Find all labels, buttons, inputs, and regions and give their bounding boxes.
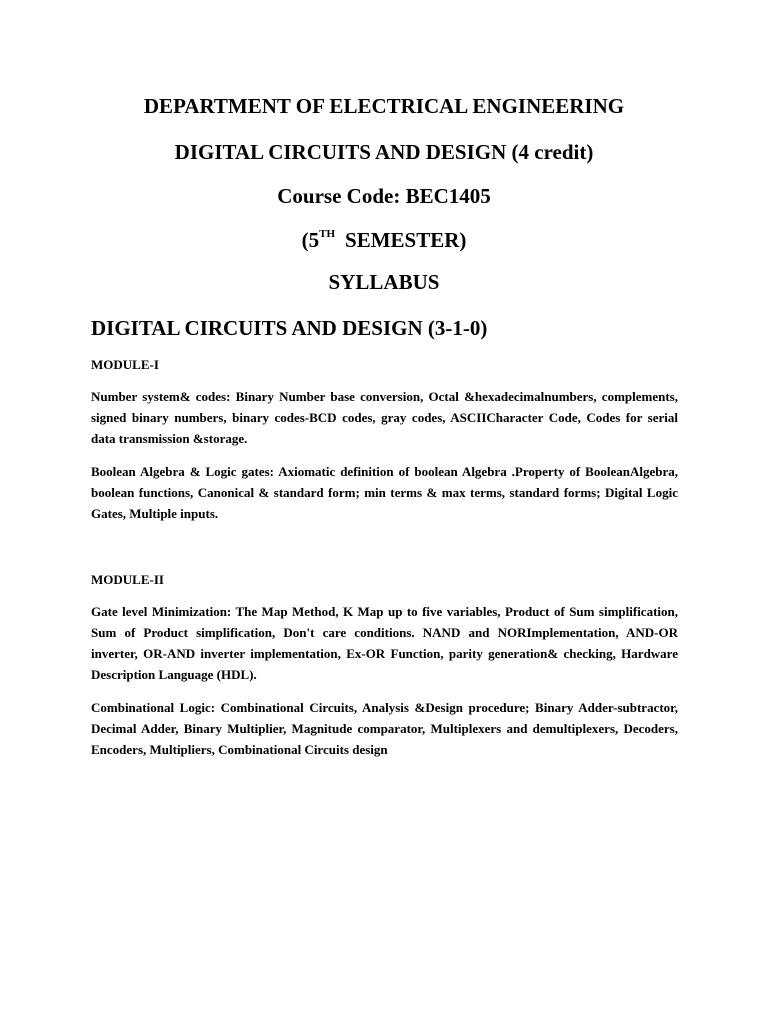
course-title: DIGITAL CIRCUITS AND DESIGN (3-1-0) [91,316,488,340]
semester-prefix: (5 [301,228,320,252]
semester-heading [0,228,768,252]
module-label: MODULE-I [91,357,159,372]
semester-superscript: TH [319,228,336,240]
course-code-heading: Course Code: BEC1405 [277,184,491,208]
department-heading: DEPARTMENT OF ELECTRICAL ENGINEERING [143,94,625,118]
module-paragraph: Combinational Logic: Combinational Circuits, Analysis &Design procedure; Binary Adder-subtractor, Decimal Adder, Binary Multiplier, Magnitude comparator, Multiplexers and demultiplexers, Decoders, Encoders, Multipliers, Combinational Circuits design [91,700,678,757]
module-paragraph: Boolean Algebra & Logic gates: Axiomatic definition of boolean Algebra .Property of BooleanAlgebra, boolean functions, Canonical & standard form; min terms & max terms, standard forms; Digital Logic Gates, Multiple inputs. [91,464,678,521]
module-paragraph: Gate level Minimization: The Map Method, K Map up to five variables, Product of Sum simplification, Sum of Product simplification, Don't care conditions. NAND and NORImplementation, AND-OR inverter, OR-AND inverter implementation, Ex-OR Function, parity generation& checking, Hardware Description Language (HDL). [91,604,678,682]
module-label: MODULE-II [91,572,164,587]
module-paragraph: Number system& codes: Binary Number base conversion, Octal &hexadecimalnumbers, complements, signed binary numbers, binary codes-BCD codes, gray codes, ASCIICharacter Code, Codes for serial data transmission &storage. [91,389,678,446]
course-name-heading: DIGITAL CIRCUITS AND DESIGN (4 credit) [174,140,594,164]
semester-suffix: SEMESTER) [345,228,467,252]
syllabus-heading: SYLLABUS [328,270,440,294]
